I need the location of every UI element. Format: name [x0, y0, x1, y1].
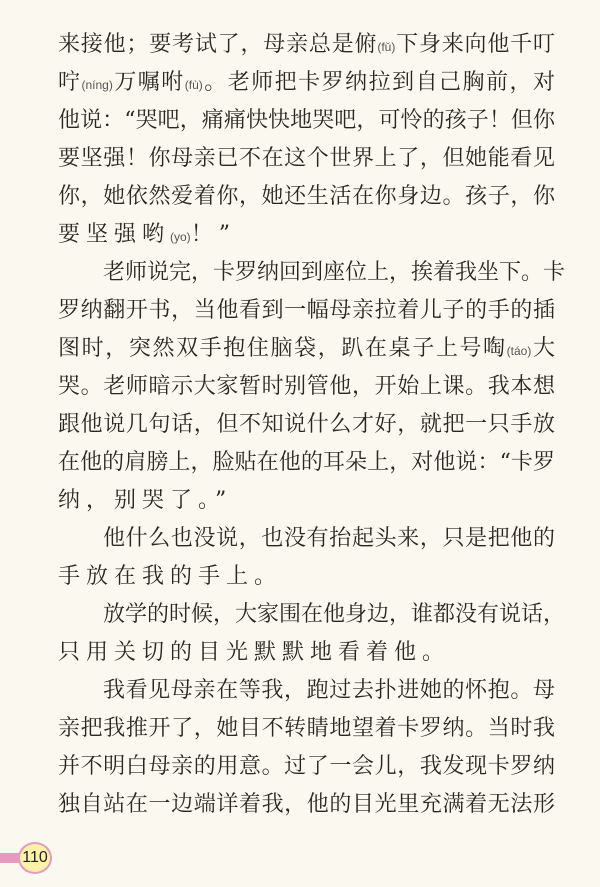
paragraph: [58, 520, 555, 596]
text-line: 咛(níng)万嘱咐(fù)。老师把卡罗纳拉到自己胸前，对: [58, 70, 555, 95]
text-line: 罗纳翻开书，当他看到一幅母亲拉着儿子的手的插: [58, 298, 555, 323]
text-line: 他什么也没说，也没有抬起头来，只是把他的: [103, 526, 555, 551]
text-line: 我看见母亲在等我，跑过去扑进她的怀抱。母: [103, 678, 555, 703]
text-line: 手放在我的手上。: [58, 564, 283, 589]
page-number: 110: [18, 842, 52, 874]
text-line: 亲把我推开了，她目不转睛地望着卡罗纳。当时我: [58, 716, 555, 741]
body-text: [58, 26, 566, 824]
text-line: 哭。老师暗示大家暂时别管他，开始上课。我本想: [58, 374, 555, 399]
text-line: 纳，别哭了。”: [58, 488, 233, 513]
text-line: 要坚强！你母亲已不在这个世界上了，但她能看见: [58, 146, 555, 171]
paragraph: [58, 26, 555, 254]
text-line: 放学的时候，大家围在他身边，谁都没有说话，: [103, 602, 566, 627]
text-line: 他说：“哭吧，痛痛快快地哭吧，可怜的孩子！但你: [58, 108, 555, 133]
paragraph: [58, 254, 566, 520]
text-line: 只用关切的目光默默地看着他。: [58, 640, 451, 665]
text-line: 来接他；要考试了，母亲总是俯(fǔ)下身来向他千叮: [58, 32, 555, 57]
text-line: 独自站在一边端详着我，他的目光里充满着无法形: [58, 792, 555, 817]
text-line: 并不明白母亲的用意。过了一会儿，我发现卡罗纳: [58, 754, 555, 779]
text-line: 你，她依然爱着你，她还生活在你身边。孩子，你: [58, 184, 555, 209]
paragraph: [58, 596, 566, 672]
text-line: 要坚强哟(yo)！”: [58, 222, 236, 247]
text-line: 老师说完，卡罗纳回到座位上，挨着我坐下。卡: [103, 260, 566, 285]
paragraph: [58, 672, 555, 824]
text-line: 图时，突然双手抱住脑袋，趴在桌子上号啕(táo)大: [58, 336, 555, 361]
text-line: 跟他说几句话，但不知说什么才好，就把一只手放: [58, 412, 555, 437]
text-line: 在他的肩膀上，脸贴在他的耳朵上，对他说：“卡罗: [58, 450, 555, 475]
